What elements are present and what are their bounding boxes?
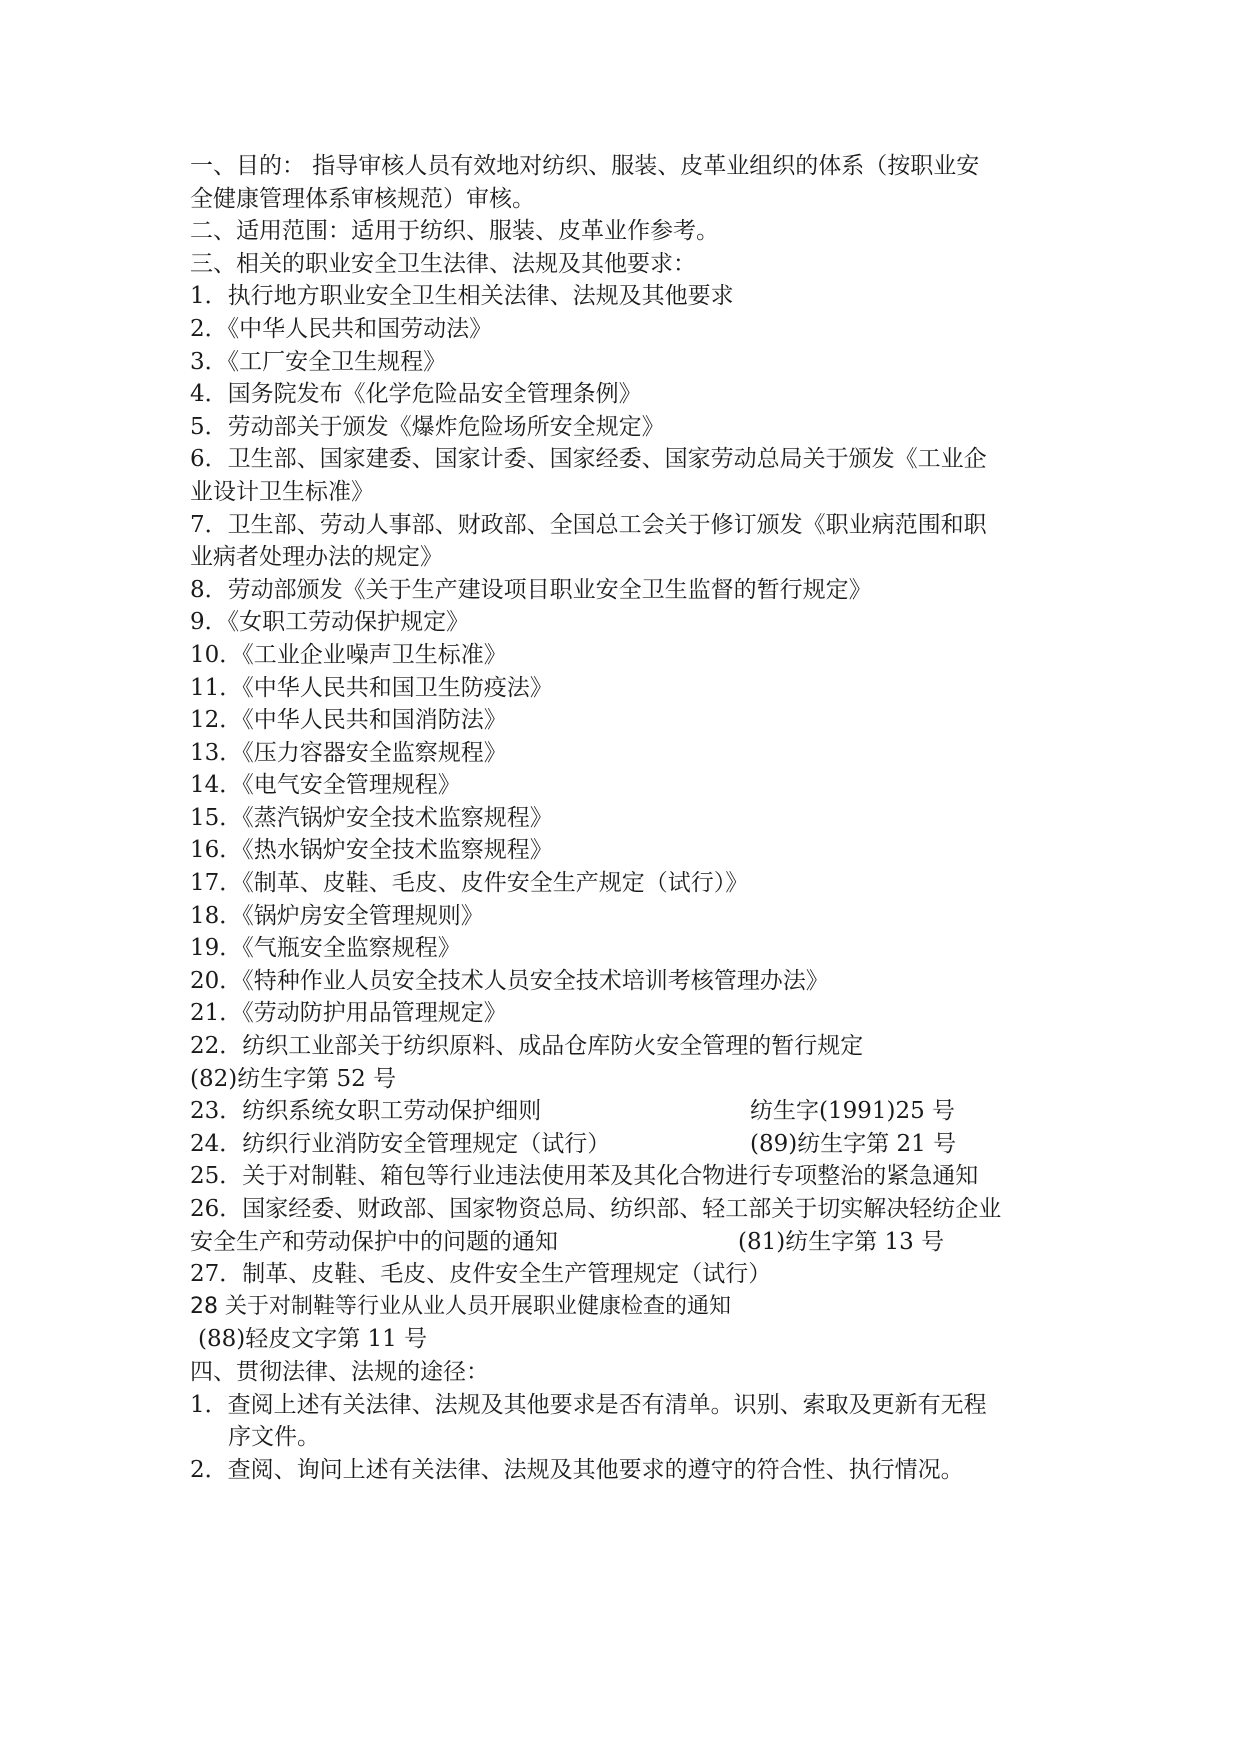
law-item-row (190, 1226, 1070, 1259)
implementation-item: 2．查阅、询问上述有关法律、法规及其他要求的遵守的符合性、执行情况。 (190, 1456, 964, 1483)
law-item: 24．纺织行业消防安全管理规定（试行） (190, 1130, 611, 1157)
law-item: 22．纺织工业部关于纺织原料、成品仓库防火安全管理的暂行规定 (190, 1033, 864, 1060)
law-item: 14．《电气安全管理规程》 (190, 772, 461, 799)
law-item: 12．《中华人民共和国消防法》 (190, 707, 507, 734)
law-item: 23．纺织系统女职工劳动保护细则 (190, 1098, 542, 1125)
law-item: 1．执行地方职业安全卫生相关法律、法规及其他要求 (190, 283, 734, 310)
law-item: 4．国务院发布《化学危险品安全管理条例》 (190, 381, 642, 408)
law-item: 21．《劳动防护用品管理规定》 (190, 1000, 507, 1027)
law-item: 19．《气瓶安全监察规程》 (190, 935, 461, 962)
law-item-ref: 纺生字(1991)25 号 (750, 1098, 956, 1125)
implementation-item: 1．查阅上述有关法律、法规及其他要求是否有清单。识别、索取及更新有无程 (190, 1391, 987, 1418)
law-item: 25．关于对制鞋、箱包等行业违法使用苯及其化合物进行专项整治的紧急通知 (190, 1163, 979, 1190)
law-item: 3．《工厂安全卫生规程》 (190, 348, 447, 375)
law-item: 9．《女职工劳动保护规定》 (190, 609, 470, 636)
law-item: 20．《特种作业人员安全技术人员安全技术培训考核管理办法》 (190, 967, 829, 994)
law-item-ref: (81)纺生字第 13 号 (738, 1228, 945, 1255)
law-item: 13．《压力容器安全监察规程》 (190, 739, 507, 766)
law-item: 8．劳动部颁发《关于生产建设项目职业安全卫生监督的暂行规定》 (190, 576, 872, 603)
law-item-row (190, 1095, 1070, 1128)
section-heading-laws: 三、相关的职业安全卫生法律、法规及其他要求： (190, 250, 696, 277)
law-item: 27．制革、皮鞋、毛皮、皮件安全生产管理规定（试行） (190, 1261, 772, 1288)
purpose-line-cont: 全健康管理体系审核规范）审核。 (190, 185, 535, 212)
law-item: 16．《热水锅炉安全技术监察规程》 (190, 837, 553, 864)
purpose-line: 一、目的： 指导审核人员有效地对纺织、服装、皮革业组织的体系（按职业安 (190, 153, 980, 179)
law-item: 11．《中华人民共和国卫生防疫法》 (190, 674, 553, 701)
law-item-ref: (82)纺生字第 52 号 (190, 1065, 397, 1092)
document-body (190, 150, 1070, 1486)
law-item-cont: 业设计卫生标准》 (190, 478, 374, 505)
law-item: 28 关于对制鞋等行业从业人员开展职业健康检查的通知 (190, 1293, 731, 1319)
law-item: 2．《中华人民共和国劳动法》 (190, 315, 493, 342)
law-item-cont: 业病者处理办法的规定》 (190, 544, 443, 571)
law-item-cont: 安全生产和劳动保护中的问题的通知 (190, 1228, 558, 1255)
law-item: 10．《工业企业噪声卫生标准》 (190, 641, 507, 668)
law-item: 18．《锅炉房安全管理规则》 (190, 902, 484, 929)
law-item-row (190, 1128, 1070, 1161)
law-item-ref: (88)轻皮文字第 11 号 (198, 1326, 428, 1353)
law-item: 7．卫生部、劳动人事部、财政部、全国总工会关于修订颁发《职业病范围和职 (190, 511, 987, 538)
law-item: 17．《制革、皮鞋、毛皮、皮件安全生产规定（试行）》 (190, 870, 749, 897)
law-item: 15．《蒸汽锅炉安全技术监察规程》 (190, 804, 553, 831)
law-item: 26．国家经委、财政部、国家物资总局、纺织部、轻工部关于切实解决轻纺企业 (190, 1196, 1002, 1222)
scope-line: 二、适用范围：适用于纺织、服装、皮革业作参考。 (190, 218, 719, 245)
implementation-item-cont: 序文件。 (228, 1424, 320, 1451)
law-item-ref: (89)纺生字第 21 号 (750, 1130, 957, 1157)
law-item: 5．劳动部关于颁发《爆炸危险场所安全规定》 (190, 413, 665, 440)
section-heading-implementation: 四、贯彻法律、法规的途径： (190, 1358, 489, 1385)
law-item: 6．卫生部、国家建委、国家计委、国家经委、国家劳动总局关于颁发《工业企 (190, 446, 987, 473)
